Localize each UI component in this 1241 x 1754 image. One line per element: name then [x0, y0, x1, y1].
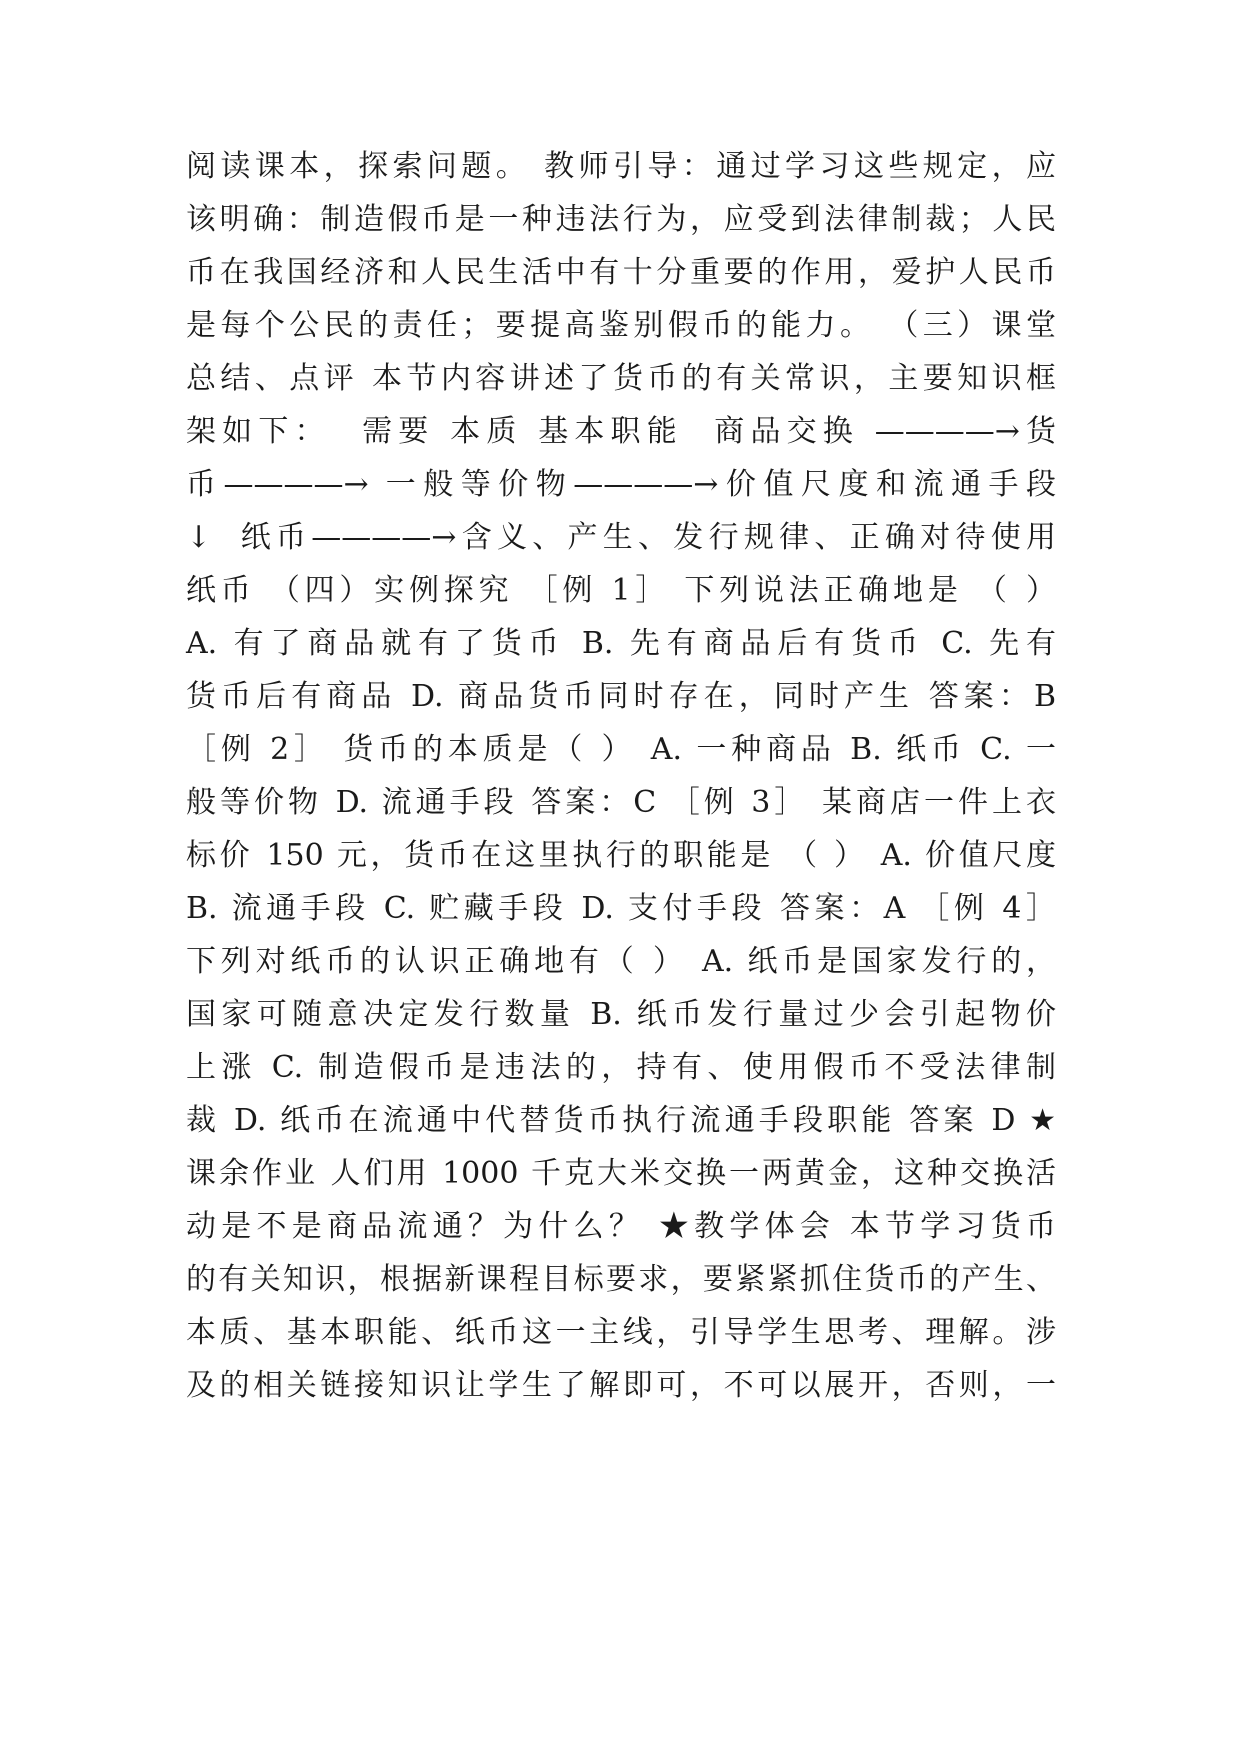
text-line: 般等价物 D. 流通手段 答案：C ［例 3］ 某商店一件上衣: [186, 785, 1056, 820]
text-line: ［例 2］ 货币的本质是（ ） A. 一种商品 B. 纸币 C. 一: [186, 732, 1056, 767]
text-line: 国家可随意决定发行数量 B. 纸币发行量过少会引起物价: [186, 997, 1056, 1032]
text-line: 下列对纸币的认识正确地有（ ） A. 纸币是国家发行的，: [186, 944, 1056, 979]
text-line: ↓ 纸币————→含义、产生、发行规律、正确对待使用: [186, 520, 1056, 555]
text-line: 币————→ 一般等价物————→价值尺度和流通手段: [186, 467, 1056, 502]
text-line: 本质、基本职能、纸币这一主线，引导学生思考、理解。涉: [186, 1315, 1056, 1350]
text-line: 动是不是商品流通？为什么？ ★教学体会 本节学习货币: [186, 1209, 1056, 1244]
text-line: 阅读课本，探索问题。 教师引导：通过学习这些规定，应: [186, 149, 1056, 184]
text-line: 课余作业 人们用 1000 千克大米交换一两黄金，这种交换活: [186, 1156, 1056, 1191]
text-line: 货币后有商品 D. 商品货币同时存在，同时产生 答案：B: [186, 679, 1056, 714]
text-line: 的有关知识，根据新课程目标要求，要紧紧抓住货币的产生、: [186, 1262, 1056, 1297]
text-line: 标价 150 元，货币在这里执行的职能是 （ ） A. 价值尺度: [186, 838, 1056, 873]
text-line: A. 有了商品就有了货币 B. 先有商品后有货币 C. 先有: [186, 626, 1056, 661]
text-line: 纸币 （四）实例探究 ［例 1］ 下列说法正确地是 （ ）: [186, 573, 1056, 608]
text-line: 总结、点评 本节内容讲述了货币的有关常识，主要知识框: [186, 361, 1056, 396]
text-line: 及的相关链接知识让学生了解即可，不可以展开，否则，一: [186, 1368, 1056, 1403]
text-line: B. 流通手段 C. 贮藏手段 D. 支付手段 答案：A ［例 4］: [186, 891, 1056, 926]
text-line: 币在我国经济和人民生活中有十分重要的作用，爱护人民币: [186, 255, 1056, 290]
text-line: 裁 D. 纸币在流通中代替货币执行流通手段职能 答案 D ★: [186, 1103, 1056, 1138]
text-line: 上涨 C. 制造假币是违法的，持有、使用假币不受法律制: [186, 1050, 1056, 1085]
text-line: 是每个公民的责任；要提高鉴别假币的能力。 （三）课堂: [186, 308, 1056, 343]
text-line: 架如下： 需要 本质 基本职能 商品交换 ————→货: [186, 414, 1056, 449]
text-line: 该明确：制造假币是一种违法行为，应受到法律制裁；人民: [186, 202, 1056, 237]
